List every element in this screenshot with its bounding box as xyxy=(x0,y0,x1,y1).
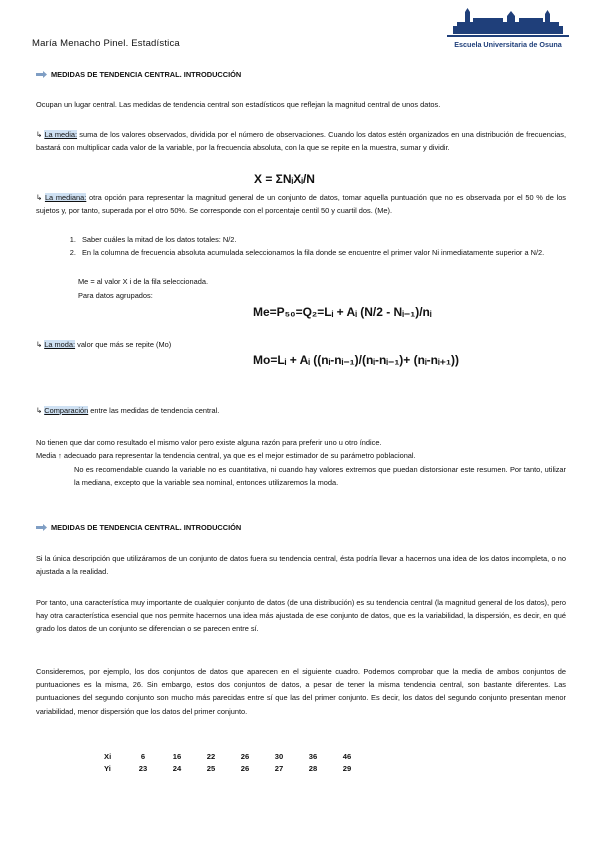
section-title-2-text: MEDIDAS DE TENDENCIA CENTRAL. INTRODUCCIÓN xyxy=(51,523,242,532)
author-header: María Menacho Pinel. Estadística xyxy=(32,38,180,49)
arrow-right-icon xyxy=(36,524,47,531)
mediana-label: La mediana: xyxy=(44,193,87,202)
moda-formula: Mo=Lᵢ + Aᵢ ((nᵢ-nᵢ₋₁)/(nᵢ-nᵢ₋₁)+ (nᵢ-nᵢ₊₁)) xyxy=(253,353,459,367)
table-cell: 28 xyxy=(308,763,318,773)
arrow-right-icon xyxy=(36,71,47,78)
moda-paragraph xyxy=(36,338,171,351)
comparacion-text: entre las medidas de tendencia central. xyxy=(88,406,220,415)
media-paragraph xyxy=(36,128,566,154)
table-row xyxy=(104,750,364,762)
data-table xyxy=(104,750,364,774)
intro-paragraph: Ocupan un lugar central. Las medidas de tendencia central son estadísticos que reflejan la magnitud central de unos datos. xyxy=(36,100,441,109)
building-icon xyxy=(447,8,569,40)
table-cell: 16 xyxy=(172,751,182,761)
table-cell: 23 xyxy=(138,763,148,773)
media-formula: X = ΣNᵢXᵢ/N xyxy=(254,172,315,186)
moda-text: valor que más se repite (Mo) xyxy=(75,340,172,349)
section2-paragraph-1: Si la única descripción que utilizáramos de un conjunto de datos fuera su tendencia central, ésta podría llevar a hacernos una idea de los datos incompleta, o no ajustada a la realidad. xyxy=(36,554,566,577)
mediana-formula: Me=P₅₀=Q₂=Lᵢ + Aᵢ (N/2 - Nᵢ₋₁)/nᵢ xyxy=(253,305,432,319)
section2-paragraph-3: Consideremos, por ejemplo, los dos conjuntos de datos que aparecen en el siguiente cuadro. Podemos comprobar que la media de ambos conjuntos de puntuaciones es la misma, 26. Sin embargo, estos dos conjuntos de datos, a pesar de tener la misma tendencia central, son bastante diferentes. Las puntuaciones del segundo conjunto son mucho más parecidas entre sí que las del primer conjunto. Es decir, los datos del segundo conjunto presentan menor variabilidad, menor dispersión que los datos del primer conjunto. xyxy=(36,667,566,716)
corner-arrow-icon: ↳ xyxy=(36,130,45,139)
comp-paragraph-1: No tienen que dar como resultado el mismo valor pero existe alguna razón para preferir uno u otro índice. xyxy=(36,438,382,447)
table-cell: 46 xyxy=(342,751,352,761)
table-cell: 30 xyxy=(274,751,284,761)
table-cell: 25 xyxy=(206,763,216,773)
section-title-2 xyxy=(36,523,241,532)
mediana-paragraph xyxy=(36,191,566,217)
media-label: La media: xyxy=(44,130,78,139)
comparacion-label: Comparación xyxy=(44,406,89,415)
row-label: Xi xyxy=(104,751,112,761)
mediana-steps xyxy=(36,233,566,259)
grouped-label: Para datos agrupados: xyxy=(78,291,153,300)
table-cell: 22 xyxy=(206,751,216,761)
media-text: suma de los valores observados, dividida por el número de observaciones. Cuando los datos estén organizados en una distribución de frecuencias, bastará con multiplicar cada valor de la variable, por la frecuencia absoluta, con la que se repite en la muestra, sumar y dividir. xyxy=(36,130,566,153)
table-cell: 26 xyxy=(240,763,250,773)
comp-paragraph-3: No es recomendable cuando la variable no es cuantitativa, ni cuando hay valores extremos que puedan distorsionar este resumen. Por tanto, utilizar la mediana, excepto que la variable sea nominal, entonces utilizaremos la moda. xyxy=(74,465,566,488)
step-item: 2. En la columna de frecuencia absoluta acumulada seleccionamos la fila donde se encuentre el primer valor Ni inmediatamente superior a N/2. xyxy=(78,246,566,259)
mediana-text: otra opción para representar la magnitud general de un conjunto de datos, tomar aquella puntuación que no es observada por el 50 % de los sujetos y, por tanto, superada por el otro 50%. Se corresponde con el porcentaje centil 50 y cuartil dos. (Me). xyxy=(36,193,567,216)
table-cell: 29 xyxy=(342,763,352,773)
table-cell: 27 xyxy=(274,763,284,773)
section-title-1-text: MEDIDAS DE TENDENCIA CENTRAL. INTRODUCCIÓN xyxy=(51,70,242,79)
table-cell: 24 xyxy=(172,763,182,773)
table-cell: 26 xyxy=(240,751,250,761)
comparacion-paragraph xyxy=(36,404,219,417)
row-label: Yi xyxy=(104,763,111,773)
table-cell: 6 xyxy=(140,751,146,761)
step-item: 1. Saber cuáles la mitad de los datos totales: N/2. xyxy=(78,233,566,246)
corner-arrow-icon: ↳ xyxy=(36,340,45,349)
corner-arrow-icon: ↳ xyxy=(36,406,45,415)
corner-arrow-icon: ↳ xyxy=(36,193,45,202)
me-note: Me = al valor X i de la fila seleccionada. xyxy=(78,277,209,286)
moda-label: La moda: xyxy=(44,340,76,349)
section-title-1 xyxy=(36,70,241,79)
university-logo xyxy=(447,8,569,52)
table-cell: 36 xyxy=(308,751,318,761)
logo-text: Escuela Universitaria de Osuna xyxy=(454,40,562,49)
section2-paragraph-2: Por tanto, una característica muy importante de cualquier conjunto de datos (de una distribución) es su tendencia central (la magnitud general de los datos), pero hay otra característica esencial que nos permite hacernos una idea más ajustada de ese conjunto de datos, que es la variabilidad, la dispersión, es decir, en qué grado los datos de un conjunto se diferencian o se parecen entre sí. xyxy=(36,598,566,634)
comp-paragraph-2: Media ↑ adecuado para representar la tendencia central, ya que es el mejor estimador de su parámetro poblacional. xyxy=(36,451,416,460)
table-row xyxy=(104,762,364,774)
